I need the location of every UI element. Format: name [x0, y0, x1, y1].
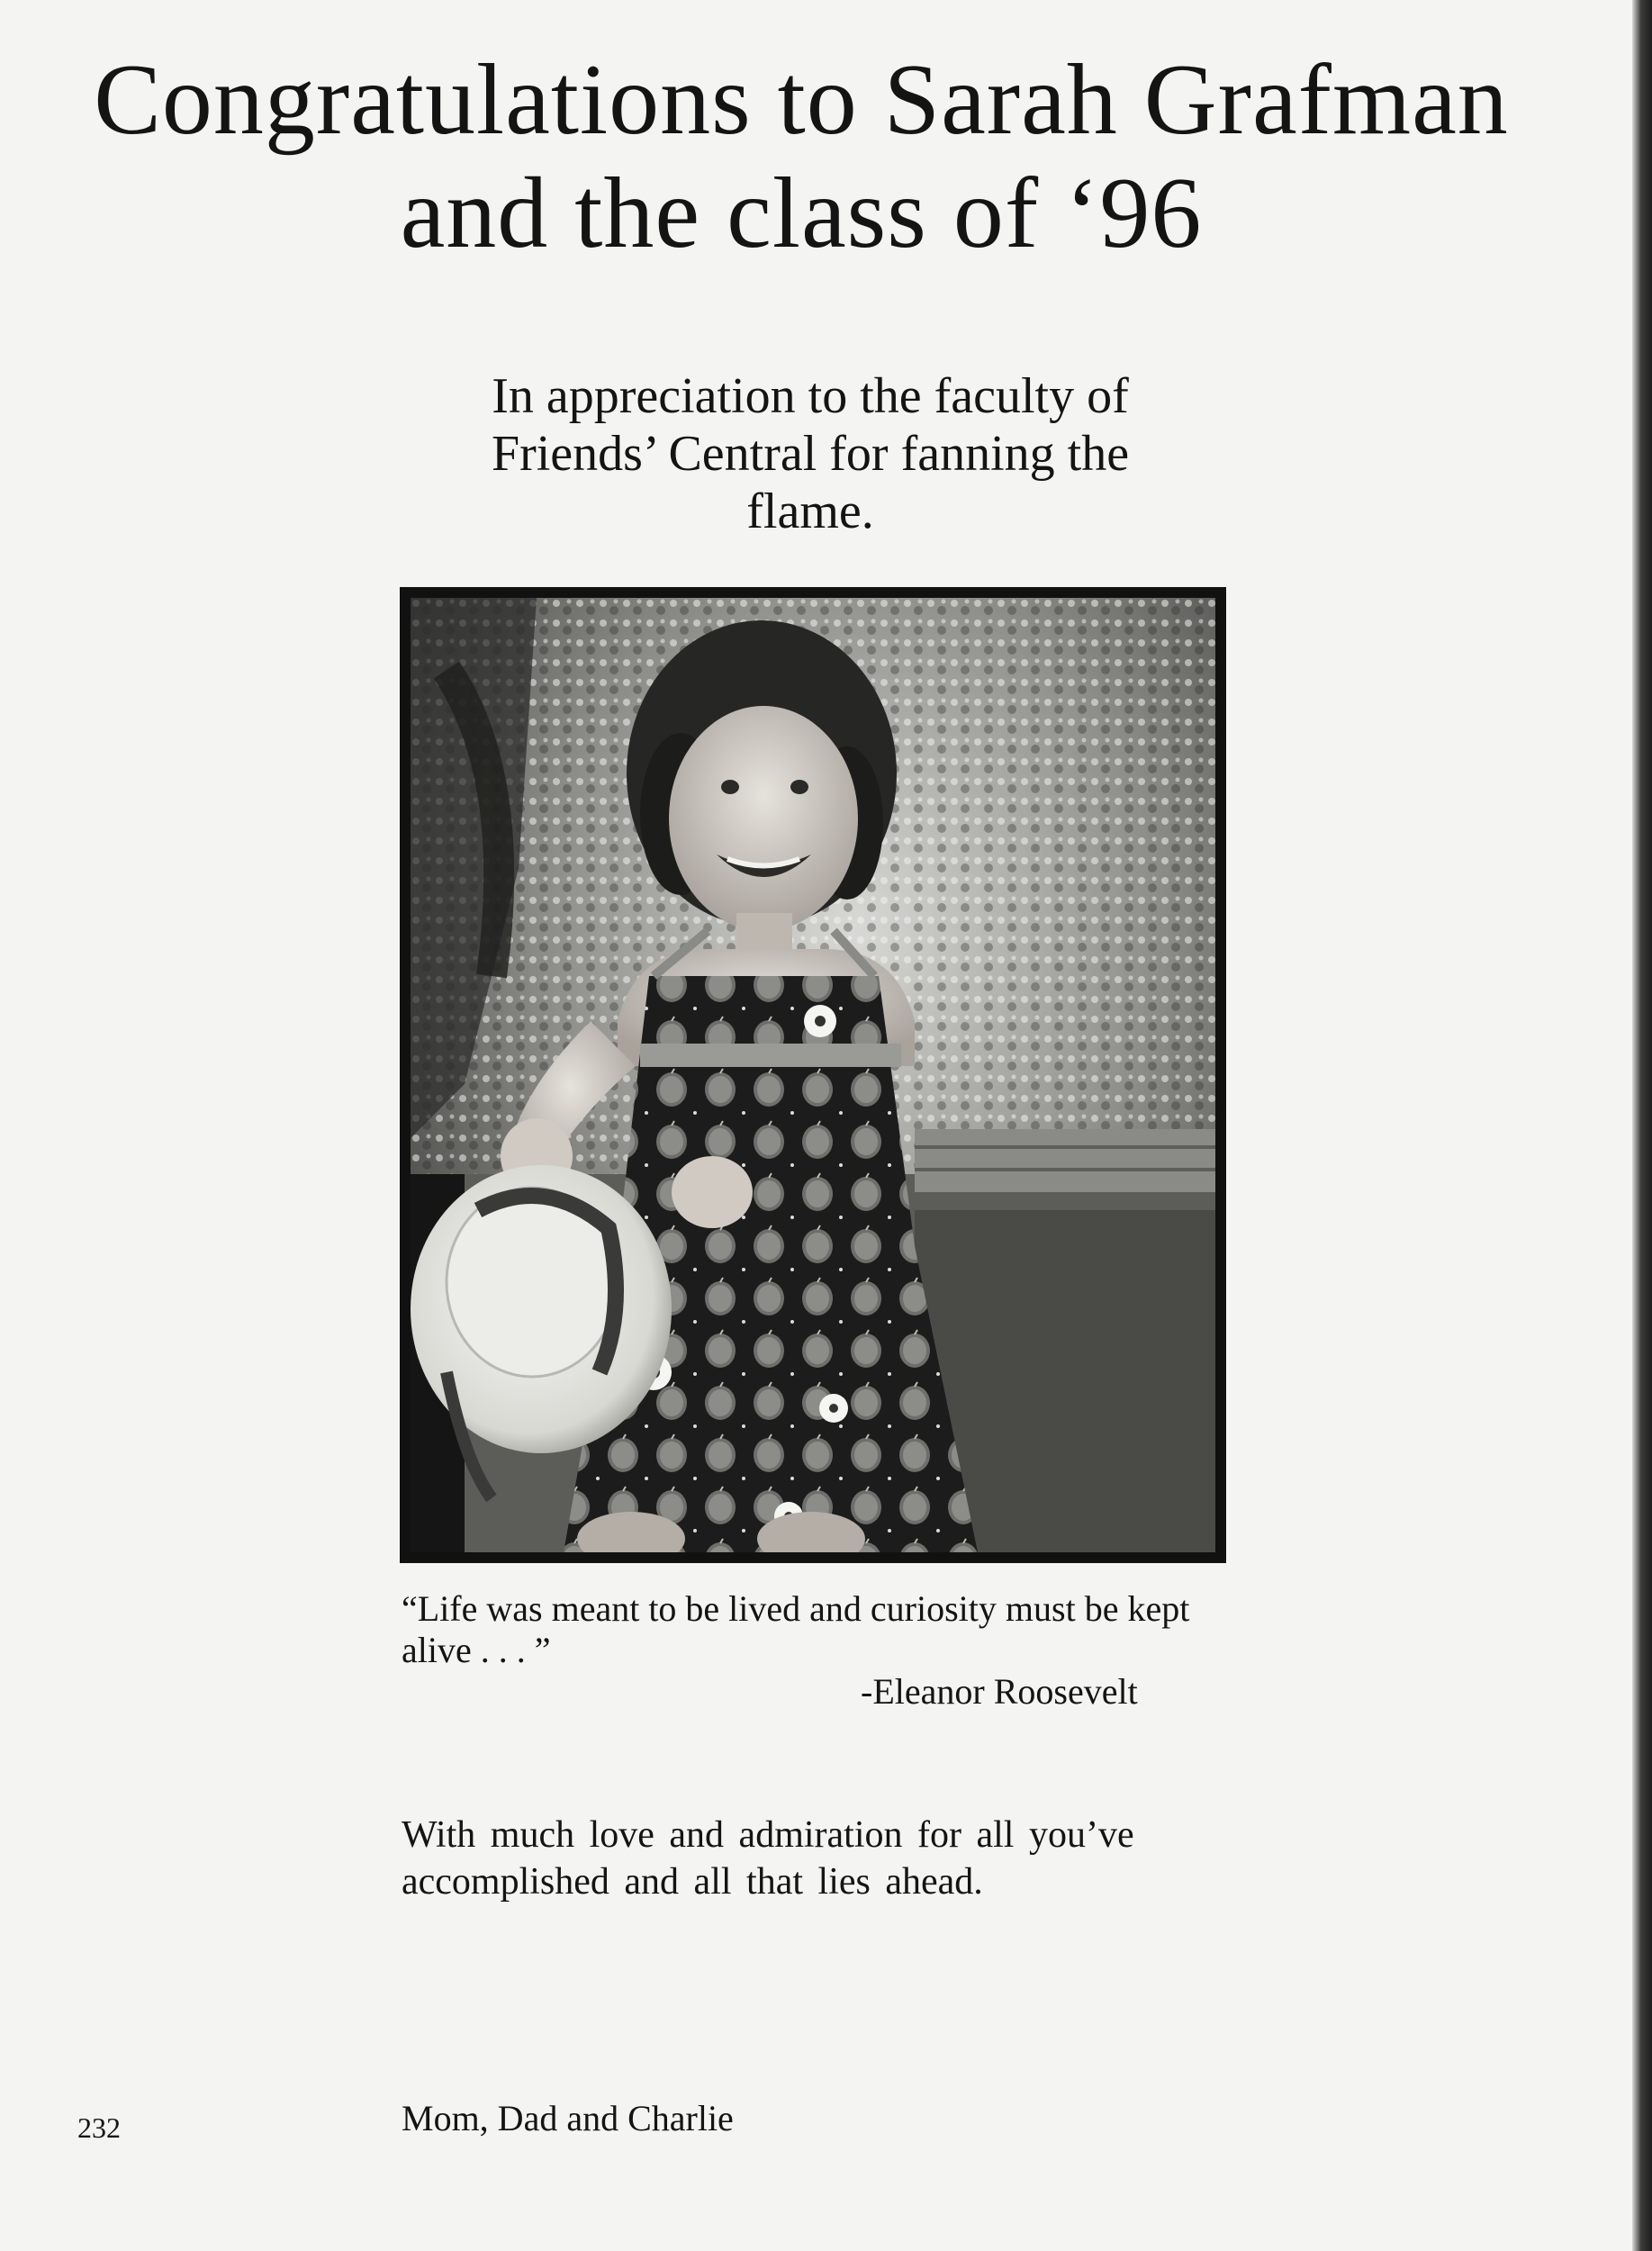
dedication-line-1: In appreciation to the faculty of: [492, 368, 1129, 424]
quote-author: -Eleanor Roosevelt: [861, 1671, 1138, 1712]
closing-message: With much love and admiration for all you’ve accomplished and all that lies ahead.: [402, 1814, 1134, 1903]
signature: Mom, Dad and Charlie: [402, 2098, 734, 2138]
dedication-line-2: Friends’ Central for fanning the: [491, 426, 1130, 482]
page-binding-edge: [1632, 0, 1652, 2251]
quote-text: “Life was meant to be lived and curiosity must be kept alive . . . ”: [402, 1588, 1190, 1670]
portrait-photo: [411, 598, 1215, 1552]
page-title: [0, 43, 1602, 270]
dedication-text: [378, 367, 1242, 540]
page-number: 232: [77, 2111, 121, 2144]
photo-frame: [400, 587, 1226, 1563]
title-line-1: Congratulations to Sarah Grafman: [94, 44, 1509, 156]
dedication-line-3: flame.: [746, 484, 874, 539]
title-line-2: and the class of ‘96: [400, 158, 1203, 269]
